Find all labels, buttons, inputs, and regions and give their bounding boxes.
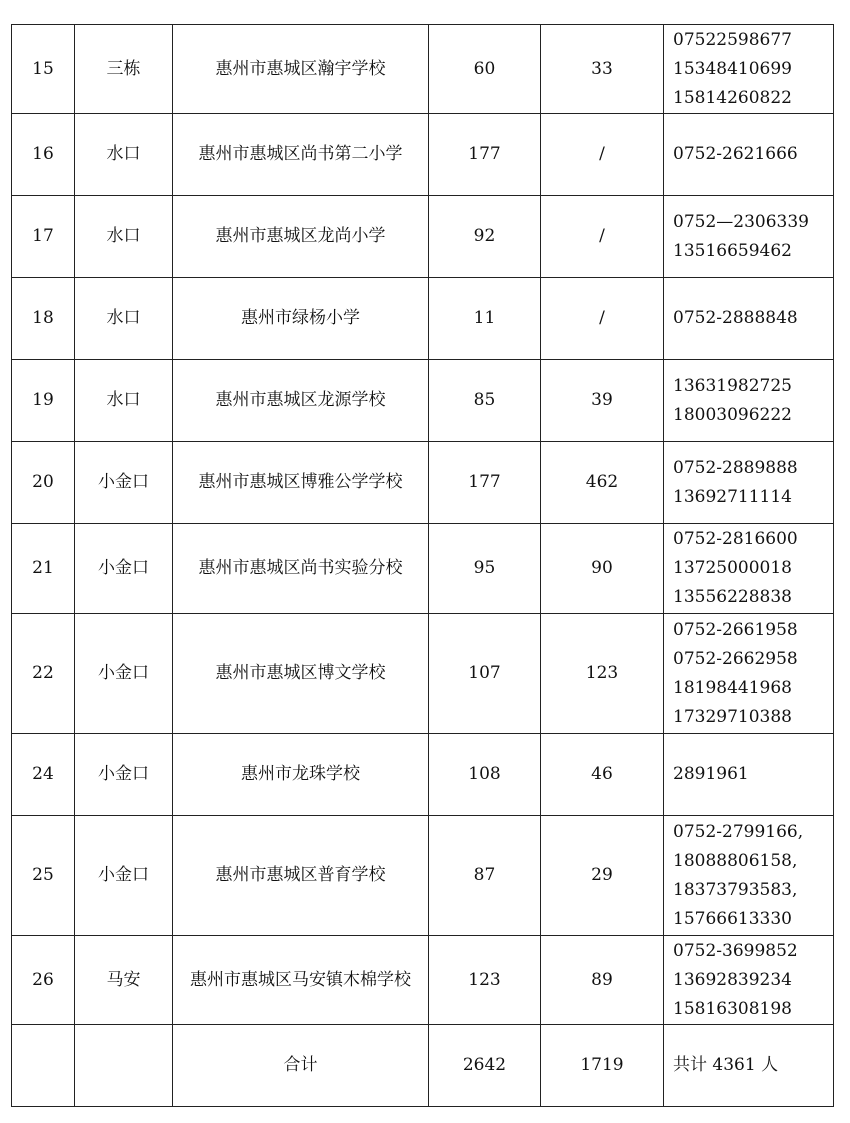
area-cell: 小金口 bbox=[75, 816, 173, 936]
count-b: / bbox=[541, 278, 664, 360]
count-b: 46 bbox=[541, 734, 664, 816]
row-number: 16 bbox=[12, 114, 75, 196]
phone-number: 13631982725 bbox=[673, 375, 792, 396]
school-name: 惠州市惠城区龙尚小学 bbox=[173, 196, 429, 278]
row-number: 26 bbox=[12, 936, 75, 1025]
area-cell: 水口 bbox=[75, 360, 173, 442]
table-row bbox=[12, 196, 834, 278]
area-cell: 水口 bbox=[75, 196, 173, 278]
row-number: 25 bbox=[12, 816, 75, 936]
table-row bbox=[12, 25, 834, 114]
count-a: 92 bbox=[429, 196, 541, 278]
phone-number: 15814260822 bbox=[673, 87, 792, 108]
phone-number: 18003096222 bbox=[673, 404, 792, 425]
area-cell: 三栋 bbox=[75, 25, 173, 114]
count-a: 60 bbox=[429, 25, 541, 114]
empty-cell bbox=[12, 1025, 75, 1107]
school-name: 惠州市龙珠学校 bbox=[173, 734, 429, 816]
phone-cell bbox=[664, 614, 834, 734]
table-row bbox=[12, 114, 834, 196]
count-a: 108 bbox=[429, 734, 541, 816]
phone-number: 0752-2889888 bbox=[673, 457, 798, 478]
row-number: 19 bbox=[12, 360, 75, 442]
count-b: 39 bbox=[541, 360, 664, 442]
area-cell: 小金口 bbox=[75, 614, 173, 734]
count-b: 462 bbox=[541, 442, 664, 524]
total-row bbox=[12, 1025, 834, 1107]
area-cell: 水口 bbox=[75, 278, 173, 360]
count-b: / bbox=[541, 196, 664, 278]
table-body bbox=[12, 25, 834, 1107]
school-name: 惠州市惠城区马安镇木棉学校 bbox=[173, 936, 429, 1025]
phone-cell bbox=[664, 816, 834, 936]
total-label: 合计 bbox=[173, 1025, 429, 1107]
count-a: 107 bbox=[429, 614, 541, 734]
phone-cell bbox=[664, 734, 834, 816]
phone-cell bbox=[664, 25, 834, 114]
phone-number: 15348410699 bbox=[673, 58, 792, 79]
phone-cell bbox=[664, 524, 834, 614]
phone-cell bbox=[664, 442, 834, 524]
phone-number: 0752-2816600 bbox=[673, 529, 798, 549]
area-cell: 小金口 bbox=[75, 442, 173, 524]
school-name: 惠州市惠城区瀚宇学校 bbox=[173, 25, 429, 114]
row-number: 17 bbox=[12, 196, 75, 278]
school-name: 惠州市惠城区博文学校 bbox=[173, 614, 429, 734]
count-a: 11 bbox=[429, 278, 541, 360]
phone-number: 18373793583, bbox=[673, 879, 798, 900]
phone-number: 0752-3699852 bbox=[673, 940, 798, 961]
phone-number: 15766613330 bbox=[673, 908, 792, 929]
count-a: 95 bbox=[429, 524, 541, 614]
phone-number: 2891961 bbox=[673, 764, 749, 784]
count-b: 29 bbox=[541, 816, 664, 936]
count-a: 87 bbox=[429, 816, 541, 936]
count-a: 177 bbox=[429, 114, 541, 196]
phone-number: 18198441968 bbox=[673, 677, 792, 698]
count-b: 33 bbox=[541, 25, 664, 114]
table-row bbox=[12, 614, 834, 734]
area-cell: 小金口 bbox=[75, 734, 173, 816]
phone-cell bbox=[664, 196, 834, 278]
area-cell: 马安 bbox=[75, 936, 173, 1025]
table-row bbox=[12, 936, 834, 1025]
phone-number: 0752-2661958 bbox=[673, 619, 798, 640]
area-cell: 水口 bbox=[75, 114, 173, 196]
phone-number: 0752-2662958 bbox=[673, 648, 798, 669]
phone-cell bbox=[664, 936, 834, 1025]
total-count-b: 1719 bbox=[541, 1025, 664, 1107]
row-number: 20 bbox=[12, 442, 75, 524]
row-number: 18 bbox=[12, 278, 75, 360]
count-a: 177 bbox=[429, 442, 541, 524]
area-cell: 小金口 bbox=[75, 524, 173, 614]
school-table bbox=[11, 24, 834, 1107]
table-row bbox=[12, 360, 834, 442]
count-b: 89 bbox=[541, 936, 664, 1025]
table-row bbox=[12, 278, 834, 360]
phone-number: 0752—2306339 bbox=[673, 211, 809, 232]
table-row bbox=[12, 734, 834, 816]
count-a: 123 bbox=[429, 936, 541, 1025]
row-number: 24 bbox=[12, 734, 75, 816]
phone-number: 07522598677 bbox=[673, 29, 792, 50]
table-row bbox=[12, 524, 834, 614]
phone-number: 13692839234 bbox=[673, 969, 792, 990]
phone-cell bbox=[664, 114, 834, 196]
phone-number: 17329710388 bbox=[673, 706, 792, 727]
phone-number: 0752-2621666 bbox=[673, 144, 798, 164]
count-b: 90 bbox=[541, 524, 664, 614]
row-number: 22 bbox=[12, 614, 75, 734]
phone-cell bbox=[664, 360, 834, 442]
phone-number: 13692711114 bbox=[673, 486, 792, 507]
phone-cell bbox=[664, 278, 834, 360]
phone-number: 0752-2888848 bbox=[673, 308, 798, 328]
table-row bbox=[12, 442, 834, 524]
count-b: / bbox=[541, 114, 664, 196]
phone-number: 13516659462 bbox=[673, 240, 792, 261]
school-name: 惠州市惠城区博雅公学学校 bbox=[173, 442, 429, 524]
empty-cell bbox=[75, 1025, 173, 1107]
total-count-a: 2642 bbox=[429, 1025, 541, 1107]
school-name: 惠州市惠城区尚书第二小学 bbox=[173, 114, 429, 196]
row-number: 21 bbox=[12, 524, 75, 614]
school-name: 惠州市惠城区龙源学校 bbox=[173, 360, 429, 442]
total-note: 共计 4361 人 bbox=[664, 1025, 834, 1107]
phone-number: 15816308198 bbox=[673, 998, 792, 1019]
table-row bbox=[12, 816, 834, 936]
phone-number: 13556228838 bbox=[673, 587, 792, 607]
phone-number: 0752-2799166, bbox=[673, 821, 804, 842]
school-name: 惠州市惠城区普育学校 bbox=[173, 816, 429, 936]
count-b: 123 bbox=[541, 614, 664, 734]
count-a: 85 bbox=[429, 360, 541, 442]
phone-number: 13725000018 bbox=[673, 558, 792, 578]
phone-number: 18088806158, bbox=[673, 850, 798, 871]
school-name: 惠州市绿杨小学 bbox=[173, 278, 429, 360]
school-name: 惠州市惠城区尚书实验分校 bbox=[173, 524, 429, 614]
row-number: 15 bbox=[12, 25, 75, 114]
